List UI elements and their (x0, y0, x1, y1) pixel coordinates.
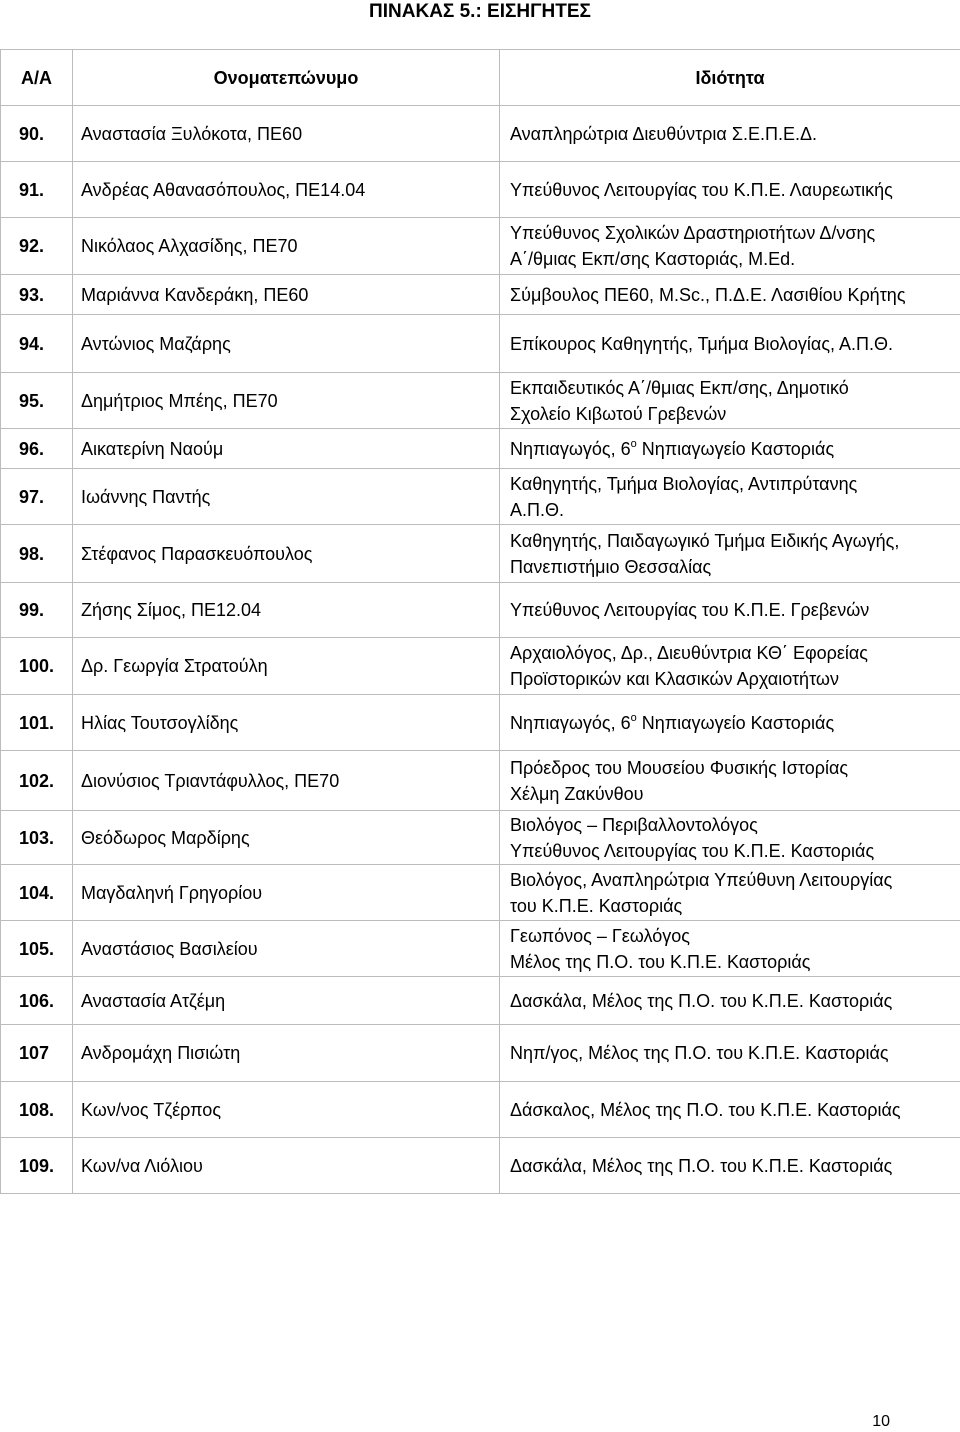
role-line: Βιολόγος – Περιβαλλοντολόγος (510, 814, 758, 835)
row-number: 109. (1, 1138, 73, 1194)
row-name: Δημήτριος Μπέης, ΠΕ70 (73, 373, 500, 429)
row-name: Αικατερίνη Ναούμ (73, 429, 500, 469)
role-line: Βιολόγος, Αναπληρώτρια Υπεύθυνη Λειτουργίας (510, 869, 893, 890)
table-row (1, 751, 960, 811)
row-name: Ιωάννης Παντής (73, 469, 500, 525)
page-title: ΠΙΝΑΚΑΣ 5.: ΕΙΣΗΓΗΤΕΣ (369, 1, 591, 22)
row-name: Ανδρομάχη Πισιώτη (73, 1025, 500, 1082)
row-role (500, 811, 960, 865)
row-role (500, 921, 960, 977)
row-number: 96. (1, 429, 73, 469)
row-name: Ανδρέας Αθανασόπουλος, ΠΕ14.04 (73, 162, 500, 218)
role-line: Καθηγητής, Παιδαγωγικό Τμήμα Ειδικής Αγωγής, (510, 530, 900, 551)
role-line: Δάσκαλος, Μέλος της Π.Ο. του Κ.Π.Ε. Καστοριάς (510, 1099, 901, 1120)
row-role (500, 583, 960, 638)
role-line: Επίκουρος Καθηγητής, Τμήμα Βιολογίας, Α.Π.Θ. (510, 333, 894, 354)
table-row (1, 583, 960, 638)
table-row (1, 469, 960, 525)
row-name: Στέφανος Παρασκευόπουλος (73, 525, 500, 583)
row-number: 100. (1, 638, 73, 695)
table-row (1, 1138, 960, 1194)
role-line: Νηπιαγωγός, $6^o$ Νηπιαγωγείο Καστοριάς (510, 711, 835, 733)
row-name: Δρ. Γεωργία Στρατούλη (73, 638, 500, 695)
row-number: 91. (1, 162, 73, 218)
table-row (1, 106, 960, 162)
row-role (500, 977, 960, 1025)
table-row (1, 1082, 960, 1138)
page-number: 10 (872, 1413, 890, 1430)
role-line: Προϊστορικών και Κλασικών Αρχαιοτήτων (510, 669, 839, 689)
row-number: 92. (1, 218, 73, 275)
row-name: Αντώνιος Μαζάρης (73, 315, 500, 373)
row-role (500, 162, 960, 218)
row-number: 108. (1, 1082, 73, 1138)
table-row (1, 1025, 960, 1082)
role-line: Υπεύθυνος Λειτουργίας του Κ.Π.Ε. Γρεβενών (510, 600, 870, 620)
row-role (500, 751, 960, 811)
role-line: Υπεύθυνος Λειτουργίας του Κ.Π.Ε. Καστοριάς (510, 840, 875, 861)
row-role (500, 525, 960, 583)
row-role (500, 695, 960, 751)
row-number: 102. (1, 751, 73, 811)
row-number: 90. (1, 106, 73, 162)
role-line: Μέλος της Π.Ο. του Κ.Π.Ε. Καστοριάς (510, 951, 811, 972)
row-role (500, 218, 960, 275)
header-num: Α/Α (1, 50, 73, 106)
row-role (500, 638, 960, 695)
role-line: Α.Π.Θ. (510, 499, 565, 520)
row-number: 93. (1, 275, 73, 315)
ordinal-sup: ο (630, 437, 637, 450)
row-role (500, 373, 960, 429)
table-row (1, 525, 960, 583)
row-number: 95. (1, 373, 73, 429)
header-name: Ονοματεπώνυμο (73, 50, 500, 106)
row-name: Ζήσης Σίμος, ΠΕ12.04 (73, 583, 500, 638)
row-name: Μαριάννα Κανδεράκη, ΠΕ60 (73, 275, 500, 315)
table-row (1, 695, 960, 751)
role-line: Χέλμη Ζακύνθου (510, 783, 644, 804)
table-row (1, 811, 960, 865)
row-number: 99. (1, 583, 73, 638)
row-name: Μαγδαληνή Γρηγορίου (73, 865, 500, 921)
row-number: 94. (1, 315, 73, 373)
row-number: 98. (1, 525, 73, 583)
table-row (1, 429, 960, 469)
row-number: 101. (1, 695, 73, 751)
speakers-table (0, 49, 960, 1194)
row-role (500, 1138, 960, 1194)
row-number: 106. (1, 977, 73, 1025)
role-line: Νηπ/γος, Μέλος της Π.Ο. του Κ.Π.Ε. Καστοριάς (510, 1043, 889, 1063)
table-row (1, 977, 960, 1025)
row-name: Αναστασία Ξυλόκοτα, ΠΕ60 (73, 106, 500, 162)
role-line: Σύμβουλος ΠΕ60, M.Sc., Π.Δ.Ε. Λασιθίου Κρήτης (510, 284, 906, 305)
table-header-row (1, 50, 960, 106)
role-line: Εκπαιδευτικός Α΄/θμιας Εκπ/σης, Δημοτικό (510, 377, 849, 398)
table-row (1, 921, 960, 977)
role-line: Πρόεδρος του Μουσείου Φυσικής Ιστορίας (510, 757, 849, 778)
role-line: Α΄/θμιας Εκπ/σης Καστοριάς, M.Ed. (510, 249, 796, 269)
table-row (1, 218, 960, 275)
role-line: Αρχαιολόγος, Δρ., Διευθύντρια ΚΘ΄ Εφορείας (510, 643, 868, 663)
row-name: Κων/να Λιόλιου (73, 1138, 500, 1194)
row-role (500, 1082, 960, 1138)
row-number: 103. (1, 811, 73, 865)
row-role (500, 865, 960, 921)
role-line: Πανεπιστήμιο Θεσσαλίας (510, 556, 712, 577)
row-number: 105. (1, 921, 73, 977)
table-row (1, 638, 960, 695)
row-name: Αναστάσιος Βασιλείου (73, 921, 500, 977)
row-number: 107 (1, 1025, 73, 1082)
table-row (1, 315, 960, 373)
table-row (1, 162, 960, 218)
table-row (1, 275, 960, 315)
row-role (500, 429, 960, 469)
row-number: 97. (1, 469, 73, 525)
role-line: Σχολείο Κιβωτού Γρεβενών (510, 403, 727, 424)
row-role (500, 106, 960, 162)
role-line: Δασκάλα, Μέλος της Π.Ο. του Κ.Π.Ε. Καστοριάς (510, 990, 893, 1011)
role-line: Καθηγητής, Τμήμα Βιολογίας, Αντιπρύτανης (510, 473, 858, 494)
table-row (1, 865, 960, 921)
role-line: Δασκάλα, Μέλος της Π.Ο. του Κ.Π.Ε. Καστοριάς (510, 1155, 893, 1176)
role-line: του Κ.Π.Ε. Καστοριάς (510, 895, 683, 916)
row-role (500, 469, 960, 525)
row-role (500, 275, 960, 315)
row-role (500, 315, 960, 373)
row-name: Θεόδωρος Μαρδίρης (73, 811, 500, 865)
row-role (500, 1025, 960, 1082)
role-line: Γεωπόνος – Γεωλόγος (510, 925, 690, 946)
row-number: 104. (1, 865, 73, 921)
role-line: Αναπληρώτρια Διευθύντρια Σ.Ε.Π.Ε.Δ. (510, 123, 817, 144)
row-name: Νικόλαος Αλχασίδης, ΠΕ70 (73, 218, 500, 275)
role-line: Υπεύθυνος Σχολικών Δραστηριοτήτων Δ/νσης (510, 223, 876, 243)
header-role: Ιδιότητα (500, 50, 960, 106)
table-row (1, 373, 960, 429)
role-line: Νηπιαγωγός, $6^o$ Νηπιαγωγείο Καστοριάς (510, 437, 835, 459)
ordinal-sup: ο (630, 711, 637, 724)
role-line: Υπεύθυνος Λειτουργίας του Κ.Π.Ε. Λαυρεωτικής (510, 179, 893, 200)
row-name: Ηλίας Τουτσογλίδης (73, 695, 500, 751)
row-name: Αναστασία Ατζέμη (73, 977, 500, 1025)
row-name: Διονύσιος Τριαντάφυλλος, ΠΕ70 (73, 751, 500, 811)
row-name: Κων/νος Τζέρπος (73, 1082, 500, 1138)
